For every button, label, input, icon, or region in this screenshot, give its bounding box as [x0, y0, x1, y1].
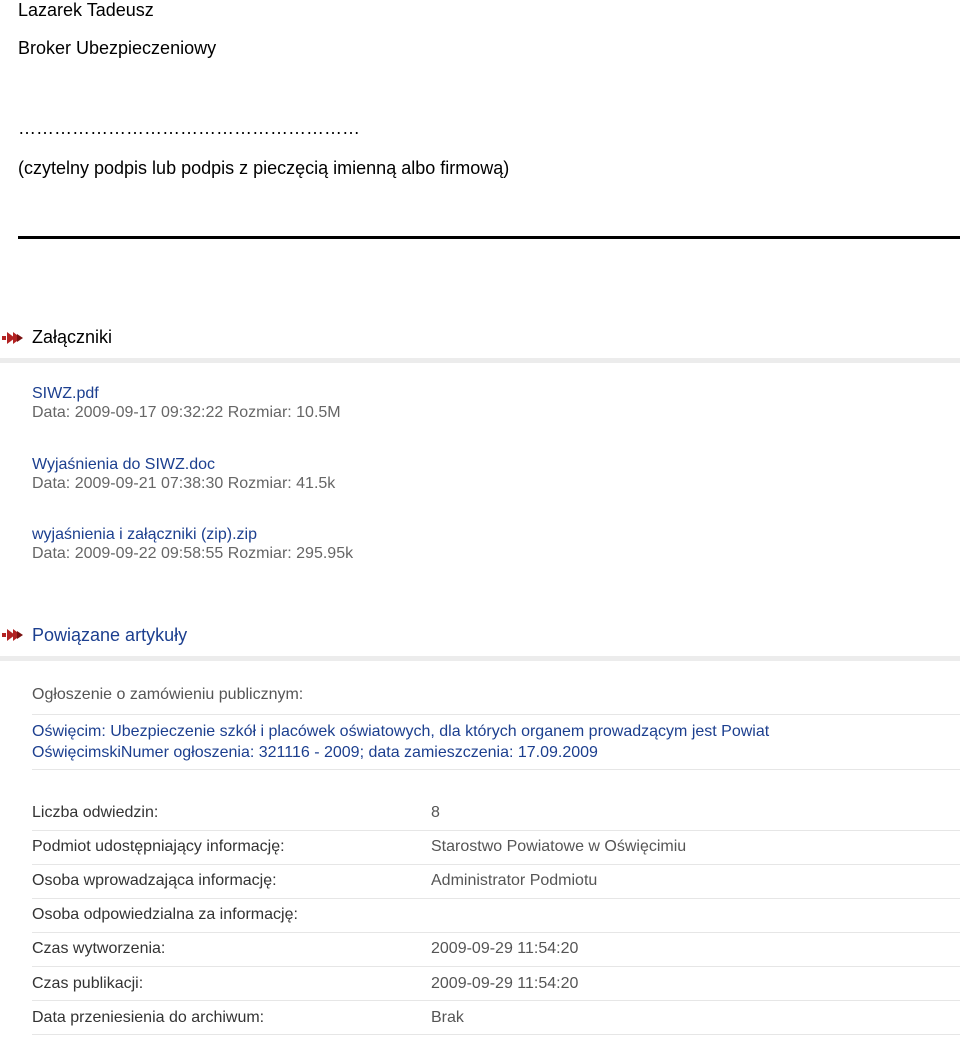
section-arrow-icon: [2, 629, 24, 641]
signatory-title: Broker Ubezpieczeniowy: [18, 38, 217, 58]
attachment-link[interactable]: SIWZ.pdf: [32, 385, 99, 402]
row-divider: [32, 830, 960, 831]
visits-label: Liczba odwiedzin:: [32, 804, 159, 821]
row-divider: [32, 1000, 960, 1001]
row-divider: [32, 714, 960, 715]
attachment-link[interactable]: Wyjaśnienia do SIWZ.doc: [32, 456, 216, 473]
section-bar: [0, 656, 960, 661]
published-value: 2009-09-29 11:54:20: [431, 975, 579, 992]
archive-label: Data przeniesienia do archiwum:: [32, 1009, 265, 1026]
signature-caption: (czytelny podpis lub podpis z pieczęcią imienną albo firmową): [18, 158, 510, 178]
row-divider: [32, 769, 960, 770]
created-label: Czas wytworzenia:: [32, 940, 166, 957]
related-article-link-cont[interactable]: OświęcimskiNumer ogłoszenia: 321116 - 2009; data zamieszczenia: 17.09.2009: [32, 744, 598, 761]
row-divider: [32, 1034, 960, 1035]
entered-by-label: Osoba wprowadzająca informację:: [32, 872, 277, 889]
publisher-value: Starostwo Powiatowe w Oświęcimiu: [431, 838, 687, 855]
related-article-link[interactable]: Oświęcim: Ubezpieczenie szkół i placówek oświatowych, dla których organem prowadzącym jest Powiat: [32, 723, 770, 740]
row-divider: [32, 966, 960, 967]
created-value: 2009-09-29 11:54:20: [431, 940, 579, 957]
related-heading: Powiązane artykuły: [32, 625, 188, 645]
row-divider: [32, 932, 960, 933]
section-bar: [0, 358, 960, 363]
signature-dots: …………………………………………………: [18, 118, 360, 138]
attachment-meta: Data: 2009-09-17 09:32:22 Rozmiar: 10.5M: [32, 404, 341, 421]
divider: [18, 236, 960, 239]
responsible-label: Osoba odpowiedzialna za informację:: [32, 906, 298, 923]
visits-value: 8: [431, 804, 440, 821]
entered-by-value: Administrator Podmiotu: [431, 872, 598, 889]
archive-value: Brak: [431, 1009, 464, 1026]
published-label: Czas publikacji:: [32, 975, 144, 992]
attachment-link[interactable]: wyjaśnienia i załączniki (zip).zip: [32, 526, 257, 543]
row-divider: [32, 864, 960, 865]
section-arrow-icon: [2, 332, 24, 344]
attachment-meta: Data: 2009-09-21 07:38:30 Rozmiar: 41.5k: [32, 475, 336, 492]
row-divider: [32, 898, 960, 899]
attachment-meta: Data: 2009-09-22 09:58:55 Rozmiar: 295.95k: [32, 545, 354, 562]
publisher-label: Podmiot udostępniający informację:: [32, 838, 285, 855]
attachments-heading: Załączniki: [32, 327, 113, 347]
related-subheading: Ogłoszenie o zamówieniu publicznym:: [32, 686, 304, 703]
signatory-name: Lazarek Tadeusz: [18, 0, 154, 20]
